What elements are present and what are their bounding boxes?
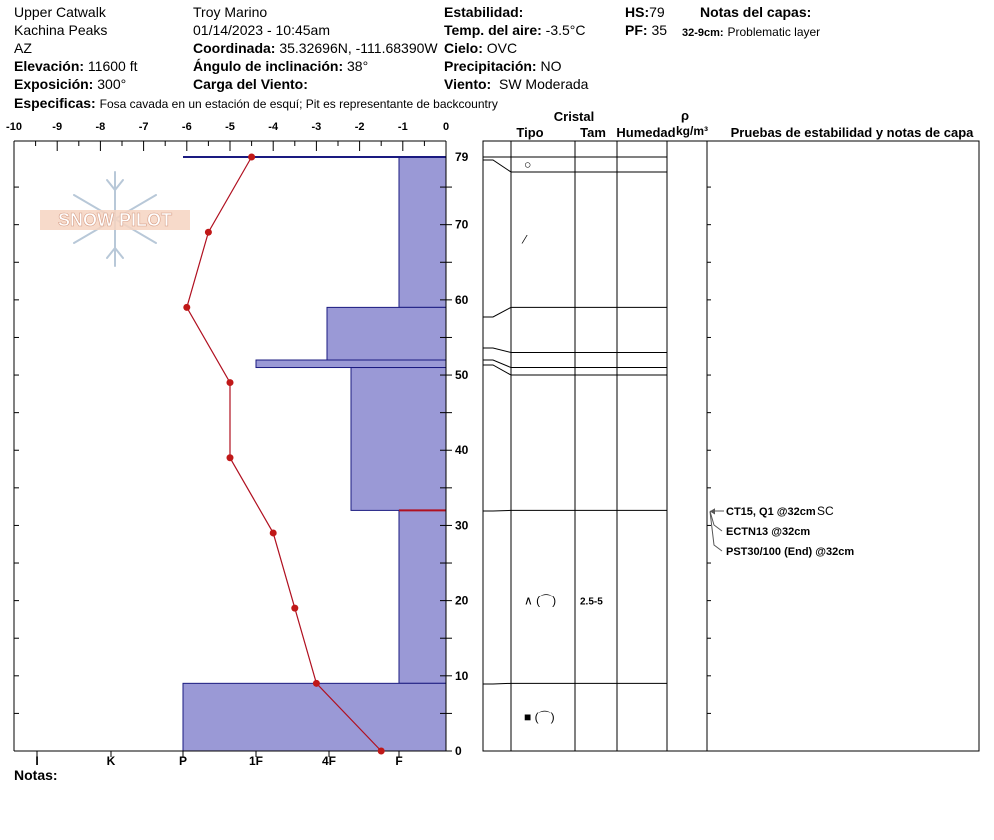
crystal-size: 2.5-5 xyxy=(580,596,603,608)
crystal-symbol: ∧ (⌒) xyxy=(524,593,557,608)
crystal-symbol: ○ xyxy=(524,157,532,172)
stability-test: PST30/100 (End) @32cm xyxy=(726,546,855,558)
temp-tick-label: -9 xyxy=(52,121,63,133)
temperature-point-8 xyxy=(378,748,385,755)
type-header: Tipo xyxy=(516,125,544,140)
notes-label: Notas: xyxy=(14,767,58,783)
elevation-label: Elevación: xyxy=(14,58,85,74)
depth-tick-label: 70 xyxy=(455,217,469,232)
temperature-point-7 xyxy=(313,680,320,687)
temperature-point-0 xyxy=(248,154,255,161)
coordinate-value: 35.32696N, -111.68390W xyxy=(279,40,438,56)
hardness-label: 1F xyxy=(248,754,264,768)
sky-label: Cielo: xyxy=(444,40,483,56)
layer-note-depth: 32-9cm: xyxy=(682,27,724,39)
hardness-bar-0 xyxy=(399,157,446,307)
moisture-header: Humedad xyxy=(616,125,676,140)
slope-label: Ángulo de inclinación: xyxy=(193,58,344,74)
pf-label: PF: xyxy=(625,22,648,38)
aspect-label: Exposición: xyxy=(14,76,94,92)
temp-tick-label: -4 xyxy=(268,121,279,133)
depth-tick-label: 20 xyxy=(455,593,469,608)
size-header: Tam xyxy=(580,125,606,140)
depth-tick-label: 0 xyxy=(455,744,462,758)
temp-tick-label: -3 xyxy=(311,121,322,133)
air-temp-value: -3.5°C xyxy=(545,22,586,38)
density-unit: kg/m³ xyxy=(675,124,709,138)
table-border xyxy=(483,141,979,751)
sky-value: OVC xyxy=(486,40,518,56)
hardness-label: P xyxy=(178,754,188,768)
location-name: Upper Catwalk xyxy=(14,4,106,20)
temperature-point-1 xyxy=(205,229,212,236)
hardness-bar-5 xyxy=(183,683,446,751)
temp-tick-label: -7 xyxy=(138,121,149,133)
tests-header: Pruebas de estabilidad y notas de capa xyxy=(730,125,974,140)
hardness-label: K xyxy=(106,754,116,768)
temperature-point-2 xyxy=(183,304,190,311)
pf-value: 35 xyxy=(651,22,668,38)
layer-notes-label: Notas del capas: xyxy=(700,4,812,20)
specifics-label: Especificas: xyxy=(14,95,96,111)
hardness-label: F xyxy=(395,754,403,768)
specifics-value: Fosa cavada en un estación de esquí; Pit es representante de backcountry xyxy=(99,97,498,111)
elevation-value: 11600 ft xyxy=(87,58,138,74)
precip-label: Precipitación: xyxy=(444,58,537,74)
stability-test: ECTN13 @32cm xyxy=(726,526,811,538)
depth-tick-label: 50 xyxy=(455,368,469,383)
hardness-profile xyxy=(183,157,446,751)
layer-note-text: Problematic layer xyxy=(727,25,821,39)
temperature-point-4 xyxy=(227,454,234,461)
stability-test-note: SC xyxy=(817,504,834,518)
hardness-label: 4F xyxy=(321,754,337,768)
datetime: 01/14/2023 - 10:45am xyxy=(193,22,330,38)
crystal-symbol: ■ (⌒) xyxy=(524,710,555,725)
layer-table xyxy=(483,108,979,751)
hardness-bar-4 xyxy=(399,510,446,683)
depth-tick-label: 30 xyxy=(455,518,469,533)
temp-tick-label: -1 xyxy=(397,121,408,133)
range-name: Kachina Peaks xyxy=(14,22,108,38)
coordinate-label: Coordinada: xyxy=(193,40,276,56)
depth-tick-label: 10 xyxy=(455,668,469,683)
temperature-point-5 xyxy=(270,529,277,536)
wind-load-label: Carga del Viento: xyxy=(193,76,308,92)
stability-label: Estabilidad: xyxy=(444,4,524,20)
temp-tick-label: -5 xyxy=(225,121,235,133)
wind-label: Viento: xyxy=(444,76,492,92)
logo-text: SNOW PILOT xyxy=(58,210,172,230)
air-temp-label: Temp. del aire: xyxy=(444,22,542,38)
hardness-bar-3 xyxy=(351,368,446,511)
wind-value: SW Moderada xyxy=(498,76,589,92)
temp-tick-label: -2 xyxy=(354,121,365,133)
density-symbol: ρ xyxy=(680,108,690,123)
hardness-bar-2 xyxy=(256,360,446,368)
stability-test: CT15, Q1 @32cm xyxy=(726,506,816,518)
temperature-point-6 xyxy=(291,605,298,612)
hardness-bar-1 xyxy=(327,307,446,360)
state-name: AZ xyxy=(14,40,32,56)
observer-name: Troy Marino xyxy=(193,4,268,20)
slope-value: 38° xyxy=(347,58,369,74)
aspect-value: 300° xyxy=(97,76,127,92)
precip-value: NO xyxy=(540,58,562,74)
temp-tick-label: -10 xyxy=(6,121,22,133)
hs-value: 79 xyxy=(649,4,665,20)
depth-tick-label: 40 xyxy=(455,443,469,458)
hs-label: HS: xyxy=(625,4,650,20)
temp-tick-label: -8 xyxy=(95,121,106,133)
crystal-symbol: ⁄ xyxy=(524,232,527,247)
temp-tick-label: -6 xyxy=(181,121,192,133)
snow-pilot-logo xyxy=(40,172,190,266)
temperature-point-3 xyxy=(227,379,234,386)
crystal-header: Cristal xyxy=(553,109,595,124)
depth-tick-label: 79 xyxy=(455,150,469,164)
hardness-label: I xyxy=(35,754,39,768)
depth-tick-label: 60 xyxy=(455,292,469,307)
temp-tick-label: 0 xyxy=(442,121,450,133)
